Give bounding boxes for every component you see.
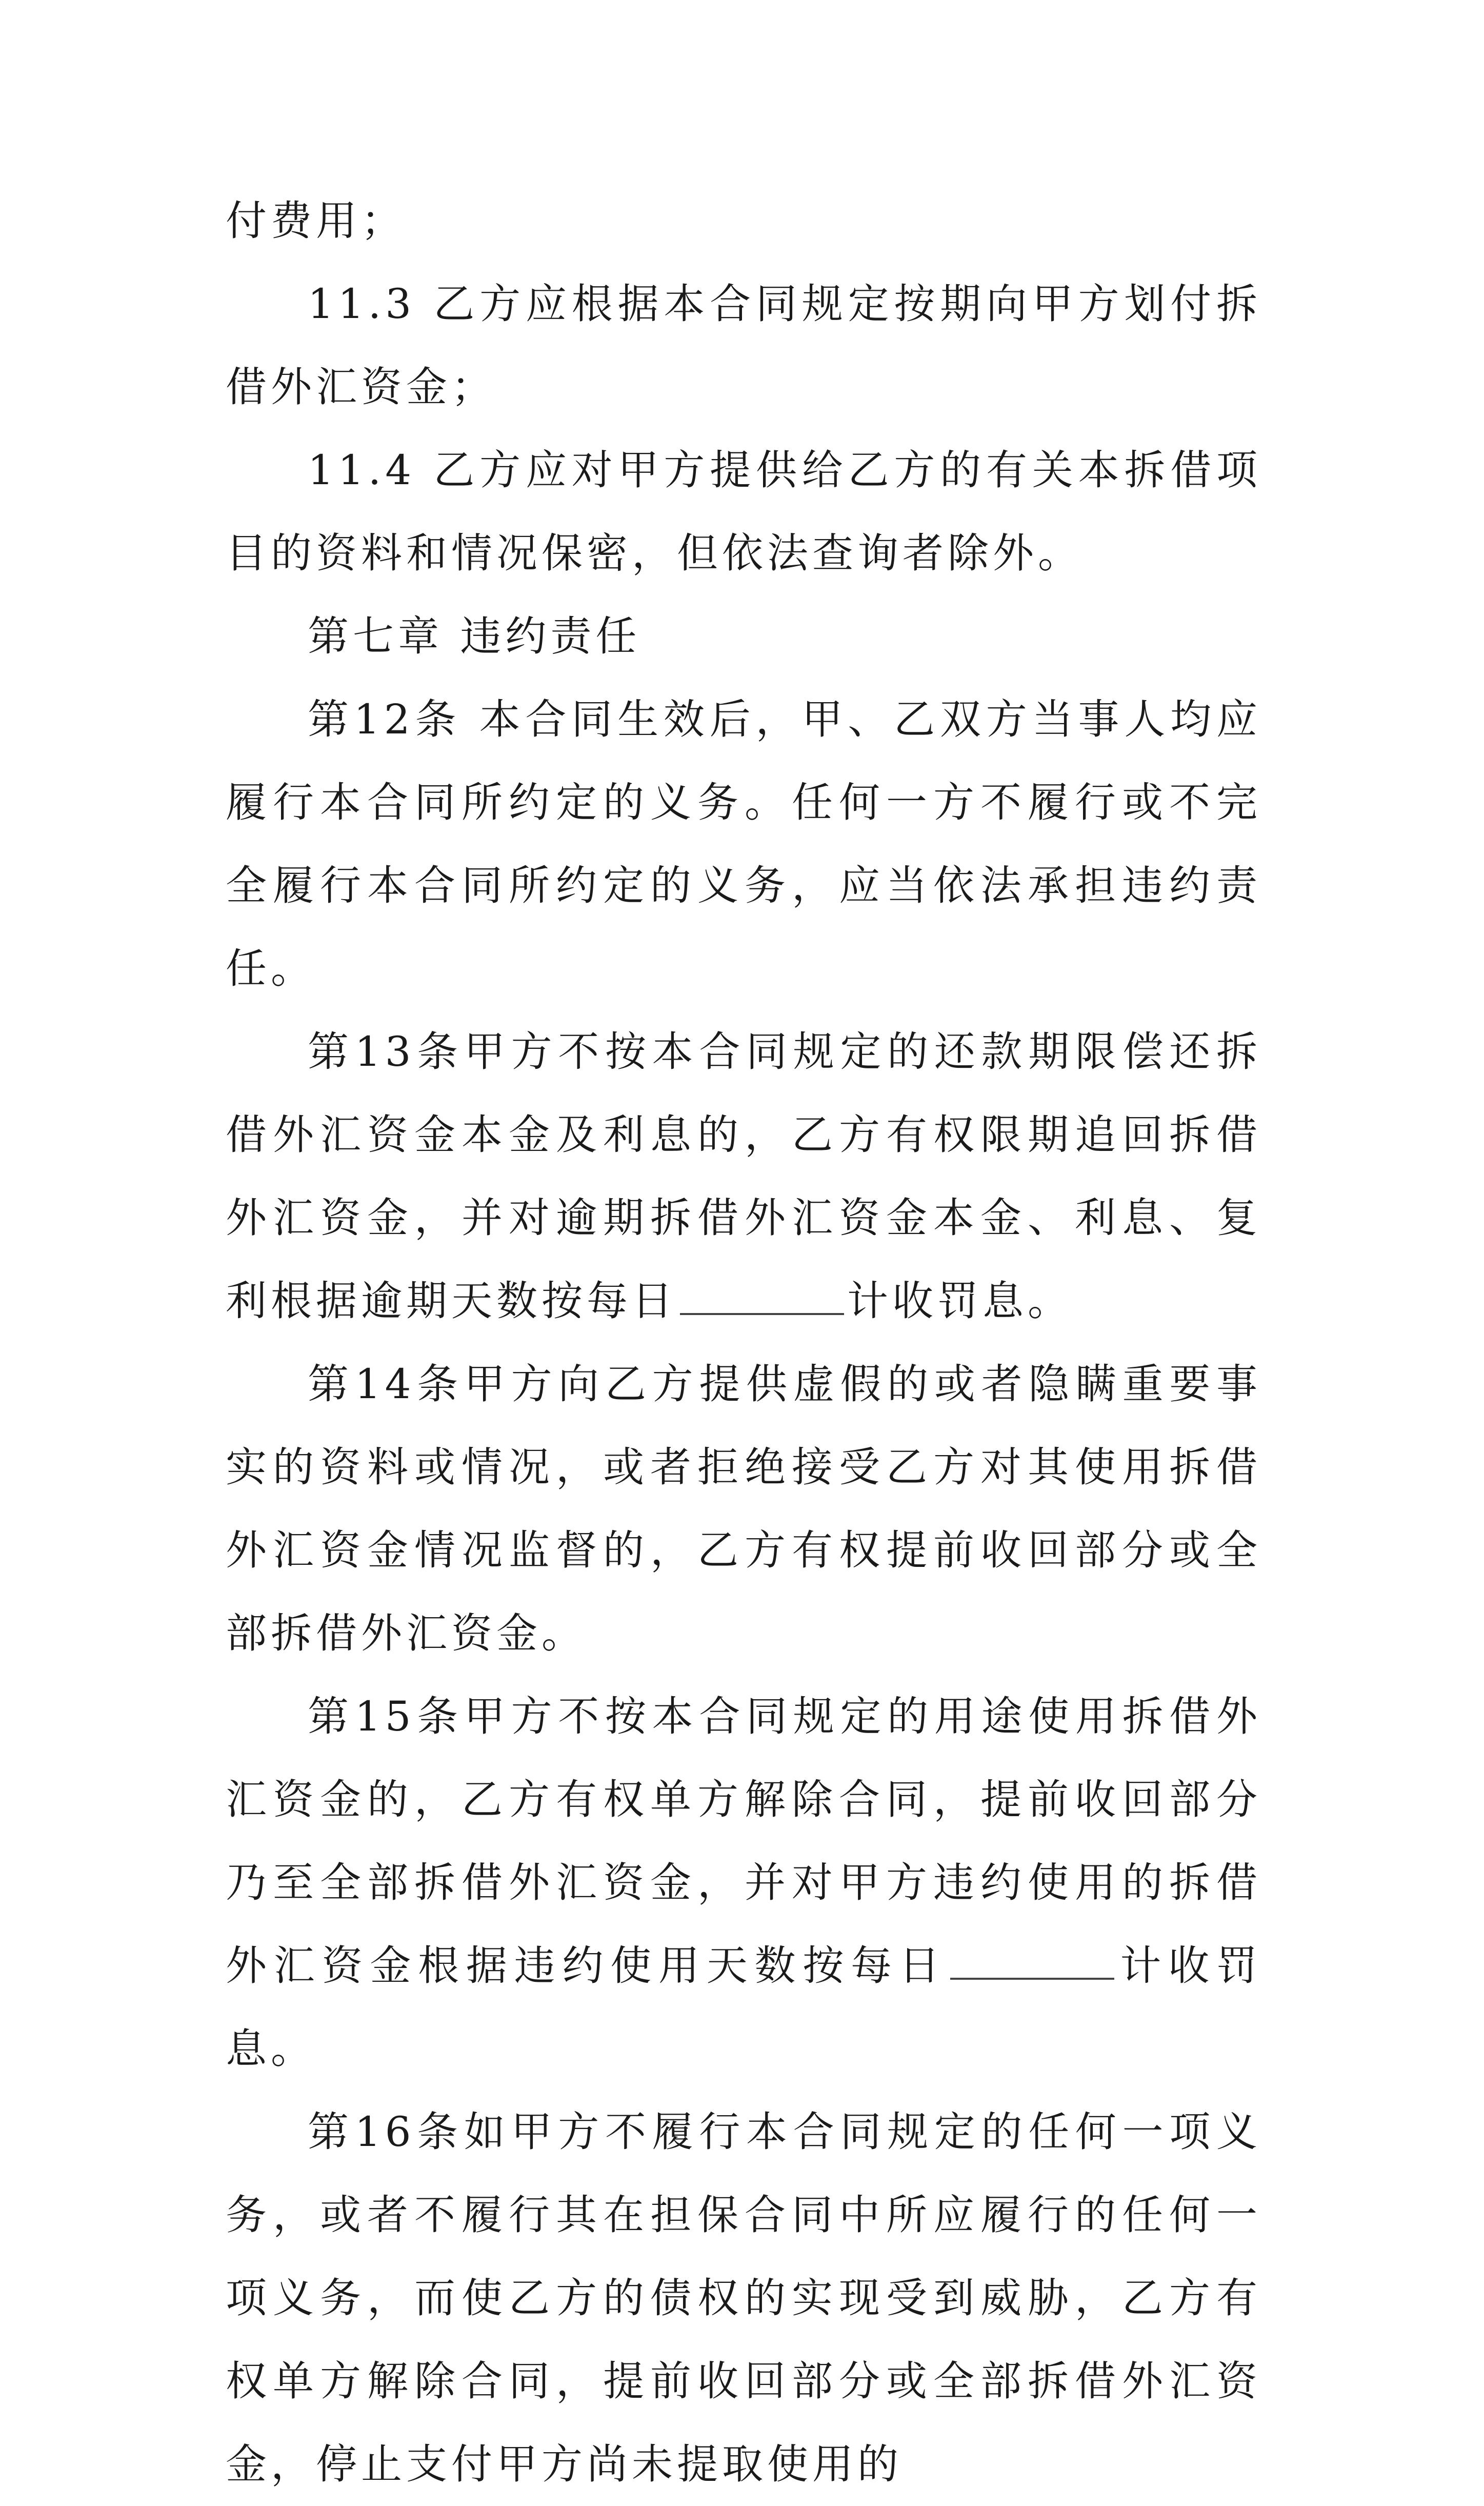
paragraph-article-15: [226, 1675, 1261, 2091]
paragraph-clause-11-3: 11.3 乙方应根据本合同规定按期向甲方划付拆借外汇资金；: [226, 280, 1261, 411]
article-13-text: 第13条甲方不按本合同规定的还款期限偿还拆借外汇资金本金及利息的，乙方有权限期追回拆借外汇资金，并对逾期拆借外汇资金本金、利息、复利根据逾期天数按每日: [226, 1028, 1261, 1325]
document-body: [226, 180, 1261, 2506]
article-15-tail: 计收罚息。: [226, 1942, 1262, 2073]
article-13-tail: 计收罚息。: [847, 1277, 1073, 1325]
paragraph-article-13: [226, 1010, 1261, 1343]
paragraph-article-12: 第12条 本合同生效后，甲、乙双方当事人均应履行本合同所约定的义务。任何一方不履行或不完全履行本合同所约定的义务，应当依法承担违约责任。: [226, 695, 1261, 992]
fill-in-blank: [680, 1280, 844, 1315]
paragraph-article-14: 第14条甲方向乙方提供虚假的或者隐瞒重要事实的资料或情况，或者拒绝接受乙方对其使用拆借外汇资金情况监督的，乙方有权提前收回部分或全部拆借外汇资金。: [226, 1360, 1261, 1657]
chapter-heading: 第七章 违约责任: [308, 612, 641, 660]
paragraph-continuation: 付费用；: [226, 197, 406, 245]
paragraph-article-16: 第16条如甲方不履行本合同规定的任何一项义务，或者不履行其在担保合同中所应履行的任何一项义务，而使乙方的债权的实现受到威胁，乙方有权单方解除合同，提前收回部分或全部拆借外汇资金，停止支付甲方尚未提取使用的: [226, 2108, 1261, 2488]
fill-in-blank: [950, 1945, 1114, 1980]
paragraph-clause-11-4: 11.4 乙方应对甲方提供给乙方的有关本拆借项目的资料和情况保密，但依法查询者除外。: [226, 446, 1261, 577]
article-15-text: 第15条甲方不按本合同规定的用途使用拆借外汇资金的，乙方有权单方解除合同，提前收回部分乃至全部拆借外汇资金，并对甲方违约使用的拆借外汇资金根据违约使用天数按每日: [226, 1693, 1261, 1990]
